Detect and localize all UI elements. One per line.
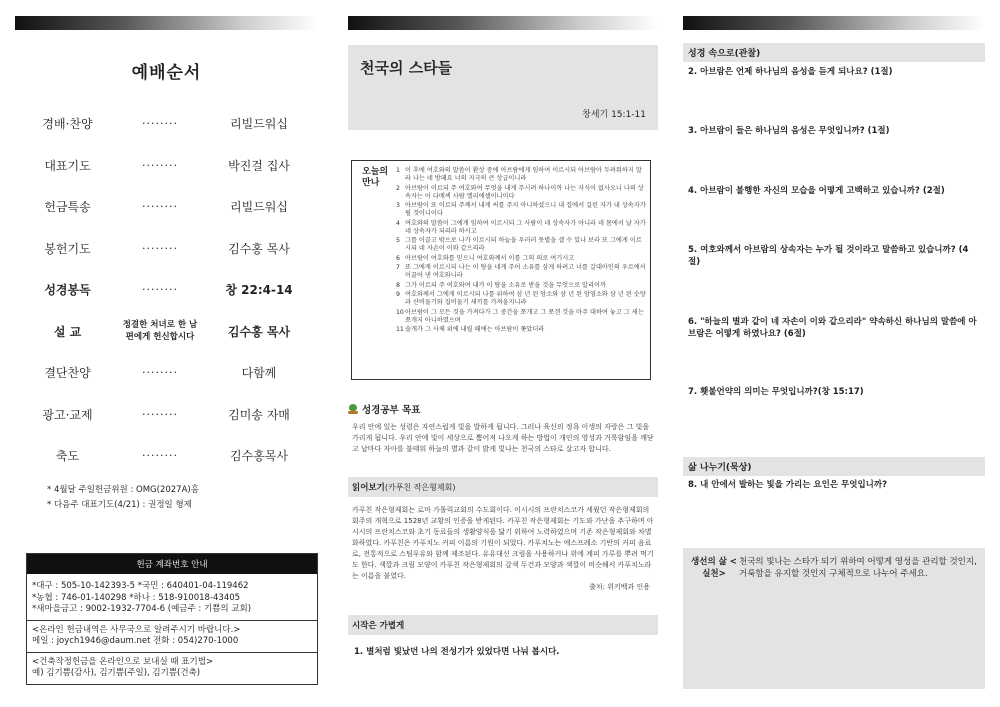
question-8: 8. 내 안에서 발하는 빛을 가리는 요인은 무엇입니까? bbox=[688, 480, 888, 490]
order-item-leader: 리빌드워십 bbox=[230, 200, 288, 215]
verse-item bbox=[396, 185, 646, 201]
worship-order-row bbox=[15, 145, 318, 187]
worship-order-row bbox=[15, 435, 318, 477]
order-item-leader: 다함께 bbox=[241, 366, 277, 381]
online-offering-section bbox=[27, 620, 317, 652]
order-item-dots: ········ bbox=[142, 200, 178, 214]
practice-label: 생선의 삶 <실천> bbox=[691, 557, 737, 579]
verse-text: 그를 이끌고 밖으로 나가 이르시되 하늘을 우러러 뭇별을 셀 수 있나 보라 또 그에게 이르시되 네 자손이 이와 같으리라 bbox=[405, 237, 642, 252]
verse-text: 솔개가 그 사체 위에 내릴 때에는 아브람이 쫓았더라 bbox=[405, 326, 545, 333]
question-4: 4. 아브람이 불행한 자신의 모습을 어떻게 고백하고 있습니까? (2절) bbox=[688, 186, 945, 196]
building-offering-example: 예) 김기쁨(감사), 김기쁨(주일), 김기쁨(건축) bbox=[32, 668, 201, 678]
order-item-name: 경배·찬양 bbox=[42, 117, 93, 132]
question-1: 1. 별처럼 빛났던 나의 전성기가 있었다면 나눠 봅시다. bbox=[354, 647, 560, 657]
account-header: 헌금 계좌번호 안내 bbox=[27, 554, 317, 574]
scripture-reference: 창세기 15:1-11 bbox=[582, 110, 646, 120]
verse-text: 아브람이 또 이르되 주께서 내게 씨를 주지 아니하셨으니 내 집에서 길린 자가 내 상속자가 될 것이니이다 bbox=[405, 202, 646, 217]
start-section-bar: 시작은 가볍게 bbox=[348, 615, 658, 635]
header-gradient-bar bbox=[348, 16, 658, 30]
order-item-leader: 박진걸 집사 bbox=[228, 158, 290, 173]
verse-item bbox=[396, 309, 646, 325]
reading-text: 카푸친 작은형제회는 로마 가톨릭교회의 수도회이다. 이시시의 프란치스코가 세웠던 작은형제회의 회주의 개혁으로 1528년 교황의 인증을 받게된다. 카푸친 작은형제회는 기도와 가난을 추구하며 아시시의 프란치스코와 초기 동료들의 생활양식을 닮기 위하여 노력하였으며 기존 작은형제회와 차별화하였다. 카푸친은 카푸치노 커피 이름의 기원이 되었다. 카푸치노는 에스프레소 기반의 커피 음료로, 전통적으로 스팀우유와 함께 제조된다. 유유대신 크림을 사용하거나 위에 계피 가루를 뿌려 먹기도 한다. 색깔과 크림 모양이 카푸친 작은형제회의 갈색 두건과 모양과 색깔이 비슷해서 카푸치노라는 이름을 붙였다. bbox=[352, 506, 654, 580]
account-line: *농협 : 746-01-140298 *하나 : 518-910018-43405 bbox=[32, 592, 241, 603]
worship-order-row bbox=[15, 394, 318, 436]
verse-number: 11 bbox=[396, 326, 404, 333]
right-panel bbox=[683, 0, 985, 707]
verse-number: 4 bbox=[396, 219, 400, 227]
order-item-name: 결단찬양 bbox=[44, 366, 91, 381]
verse-text: 그가 이르되 주 여호와여 내가 이 땅을 소유로 받을 것을 무엇으로 알리이까 bbox=[405, 281, 606, 289]
order-item-leader: 김미송 자매 bbox=[228, 407, 290, 422]
verse-text: 이 후에 여호와의 말씀이 환상 중에 아브람에게 임하여 이르시되 아브람아 두려워하지 말라 나는 네 방패요 너의 지극히 큰 상급이니라 bbox=[405, 167, 642, 182]
order-item-leader: 김수홍 목사 bbox=[227, 324, 291, 339]
header-gradient-bar bbox=[15, 16, 318, 30]
order-item-name: 대표기도 bbox=[44, 158, 91, 173]
order-item-name: 봉헌기도 bbox=[44, 241, 91, 256]
online-offering-contact: 메일 : joych1946@daum.net 전화 : 054)270-1000 bbox=[32, 636, 239, 646]
order-item-dots: ········ bbox=[142, 449, 178, 463]
reading-subtitle: (카푸친 작은형제회) bbox=[384, 483, 456, 492]
order-item-dots: ········ bbox=[142, 366, 178, 380]
verse-item bbox=[396, 282, 646, 290]
verse-number: 6 bbox=[396, 254, 400, 262]
practice-text: 천국의 빛나는 스타가 되기 위하여 어떻게 영성을 관리할 것인지, 거룩함을 유지할 것인지 구체적으로 나누어 주세요. bbox=[739, 557, 977, 579]
study-goal-label: 성경공부 목표 bbox=[362, 405, 421, 416]
question-7: 7. 횃불언약의 의미는 무엇입니까?(창 15:17) bbox=[688, 387, 864, 397]
order-item-name: 설 교 bbox=[53, 324, 82, 339]
life-sharing-bar: 삶 나누기(묵상) bbox=[683, 457, 985, 476]
verse-text: 아브람이 여호와를 믿으니 여호와께서 이를 그의 의로 여기시고 bbox=[405, 254, 575, 262]
verse-number: 3 bbox=[396, 202, 400, 209]
account-line: *대구 : 505-10-142393-5 *국민 : 640401-04-119462 bbox=[32, 581, 249, 591]
worship-order-row bbox=[15, 311, 318, 353]
verse-number: 8 bbox=[396, 281, 400, 289]
verse-item bbox=[396, 167, 646, 183]
verse-item bbox=[396, 237, 646, 253]
verse-item bbox=[396, 202, 646, 218]
order-item-dots: ········ bbox=[142, 158, 178, 172]
verse-list bbox=[396, 167, 646, 373]
order-item-name: 성경봉독 bbox=[44, 283, 91, 298]
verse-text: 여호와의 말씀이 그에게 임하여 이르시되 그 사람이 네 상속자가 아니라 네 몸에서 날 자가 네 상속자가 되리라 하시고 bbox=[405, 219, 646, 235]
online-offering-title: <온라인 헌금내역은 사무국으로 알려주시기 바랍니다.> bbox=[32, 624, 241, 635]
worship-order-row bbox=[15, 228, 318, 270]
reading-title: 읽어보기 bbox=[352, 483, 385, 493]
verse-number: 1 bbox=[396, 167, 400, 174]
account-numbers bbox=[27, 574, 317, 620]
sermon-title: 천국의 스타들 bbox=[360, 59, 453, 77]
reading-source: 출처: 위키백과 인용 bbox=[589, 583, 650, 591]
left-panel bbox=[15, 0, 318, 707]
order-item-name: 축도 bbox=[55, 449, 80, 464]
question-6: 6. "하늘의 별과 같이 네 자손이 이와 같으리라" 약속하신 하나님의 말씀에 아브람은 어떻게 하였나요? (6절) bbox=[688, 317, 977, 339]
study-goal-title bbox=[348, 402, 658, 416]
practice-box bbox=[683, 548, 985, 689]
verse-number: 10 bbox=[396, 308, 404, 316]
middle-panel bbox=[348, 0, 658, 707]
header-gradient-bar bbox=[683, 16, 985, 30]
order-item-name: 광고·교제 bbox=[42, 407, 93, 422]
note-line: * 다음주 대표기도(4/21) : 권정일 형제 bbox=[47, 499, 192, 510]
order-item-dots: ········ bbox=[142, 117, 178, 131]
verse-number: 9 bbox=[396, 291, 400, 298]
order-item-leader: 리빌드워십 bbox=[230, 117, 288, 132]
worship-order-row bbox=[15, 103, 318, 145]
verse-item bbox=[396, 255, 646, 263]
verse-number: 5 bbox=[396, 237, 400, 244]
verse-item bbox=[396, 264, 646, 280]
notes bbox=[15, 483, 318, 513]
order-item-leader: 김수홍목사 bbox=[230, 449, 288, 464]
building-offering-section bbox=[27, 652, 317, 684]
verse-number: 7 bbox=[396, 264, 400, 271]
note-line: * 4월달 주일헌금위원 : OMG(2027A)홈 bbox=[47, 484, 199, 495]
worship-order-row bbox=[15, 269, 318, 311]
offering-account-box bbox=[26, 553, 318, 685]
verse-number: 2 bbox=[396, 184, 400, 192]
worship-order-title: 예배순서 bbox=[131, 63, 202, 83]
account-line: *새마을금고 : 9002-1932-7704-6 (예금주 : 기쁨의 교회) bbox=[32, 604, 252, 614]
study-goal-text: 우리 안에 있는 성령은 자연스럽게 빛을 발하게 됩니다. 그러나 육신의 정욕 이생의 자랑은 그 빛을 가리게 됩니다. 우리 안에 빛이 세상으로 뿜어져 나오게 하는 방법이 개인의 영성과 거룩함임을 깨닫고 날마다 자아를 불태워 하늘의 별과 같이 밝게 빛나는 천국의 스타로 살고자 합니다. bbox=[352, 423, 654, 453]
verse-text: 또 그에게 이르시되 나는 이 땅을 네게 주어 소유를 삼게 하려고 너를 갈대아인의 우르에서 이끌어 낸 여호와니라 bbox=[405, 264, 646, 279]
verse-text: 아브람이 그 모든 것을 가져다가 그 중간을 쪼개고 그 쪼갠 것을 마주 대하여 놓고 그 새는 쪼개지 아니하였으며 bbox=[405, 308, 644, 324]
worship-order-row bbox=[15, 186, 318, 228]
order-item-leader: 김수홍 목사 bbox=[228, 241, 290, 256]
order-item-leader: 창 22:4-14 bbox=[225, 283, 293, 298]
verse-text: 여호와께서 그에게 이르시되 나를 위하여 삼 년 된 암소와 삼 년 된 암염소와 삼 년 된 숫양과 산비둘기와 집비둘기 새끼를 가져올지니라 bbox=[405, 291, 646, 306]
bible-observation-bar: 성경 속으로(관찰) bbox=[683, 43, 985, 62]
question-3: 3. 아브람이 들은 하나님의 음성은 무엇입니까? (1절) bbox=[688, 126, 890, 136]
question-5: 5. 여호와께서 아브람의 상속자는 누가 될 것이라고 말씀하고 있습니까? (4절) bbox=[688, 245, 969, 267]
question-2: 2. 아브람은 언제 하나님의 음성을 듣게 되나요? (1절) bbox=[688, 67, 893, 77]
order-item-dots: ········ bbox=[142, 407, 178, 421]
verse-item bbox=[396, 220, 646, 236]
order-item-dots: ········ bbox=[142, 241, 178, 255]
reading-section-bar bbox=[348, 477, 658, 497]
scripture-label: 오늘의 만나 bbox=[362, 167, 389, 188]
sermon-title-box bbox=[348, 45, 658, 130]
sermon-subtitle: 정결한 처녀로 한 남편에게 헌신합시다 bbox=[122, 320, 198, 343]
order-item-name: 헌금특송 bbox=[44, 200, 91, 215]
verse-text: 아브람이 이르되 주 여호와여 무엇을 내게 주시려 하나이까 나는 자식이 없사오니 나의 상속자는 이 다메섹 사람 엘리에셀이니이다 bbox=[405, 184, 644, 200]
worship-order-row bbox=[15, 352, 318, 394]
scripture-box bbox=[351, 160, 651, 380]
worship-order-list bbox=[15, 103, 318, 477]
island-tree-icon bbox=[348, 404, 358, 414]
building-offering-title: <건축작정헌금을 온라인으로 보내실 때 표기법> bbox=[32, 656, 214, 667]
verse-item bbox=[396, 326, 646, 334]
order-item-dots: ········ bbox=[142, 283, 178, 297]
verse-item bbox=[396, 291, 646, 307]
